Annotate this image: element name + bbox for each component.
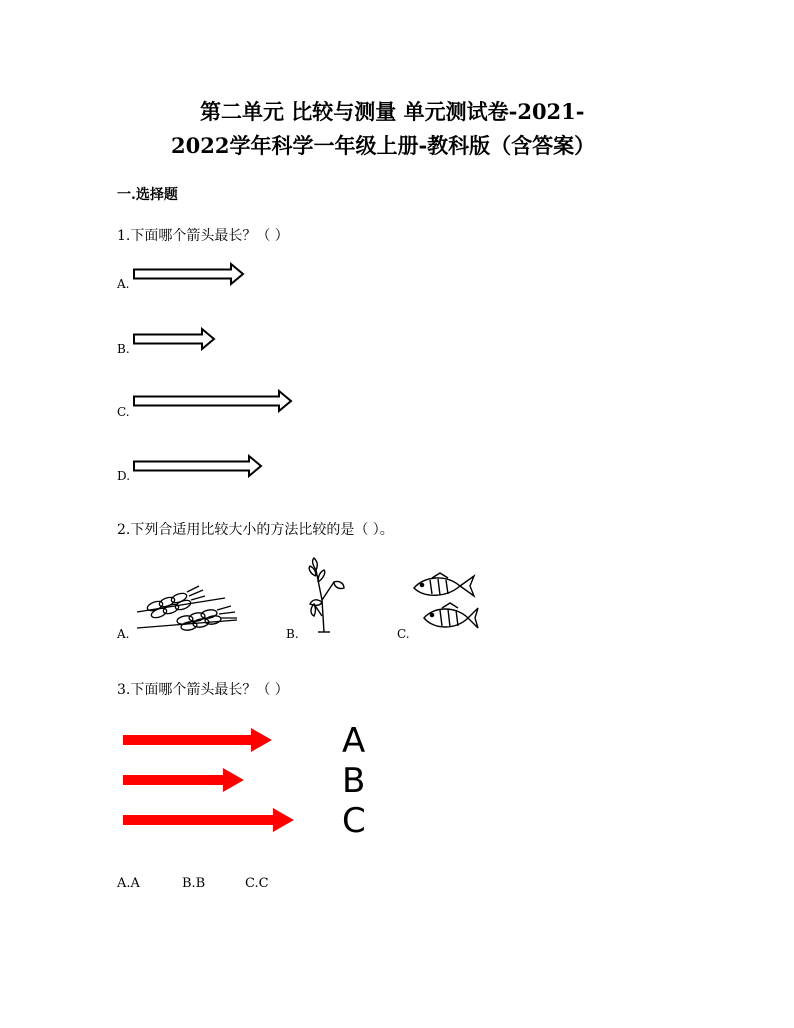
q3-answer-b: B.B	[182, 876, 206, 891]
two-fish-image	[410, 570, 480, 638]
wheat-ears-image	[133, 580, 241, 630]
question-2-text: 2.下列合适用比较大小的方法比较的是（ ）。	[117, 522, 394, 538]
q3-arrow-c	[123, 807, 295, 833]
q1-option-c-arrow	[133, 390, 293, 412]
q3-arrow-b	[123, 767, 245, 793]
q3-arrow-label-b: B	[342, 761, 366, 801]
q1-option-d-label: D.	[117, 469, 131, 483]
q3-arrow-label-c: C	[342, 801, 366, 841]
q3-arrow-a	[123, 727, 273, 753]
q1-option-d-arrow	[133, 455, 263, 477]
q2-option-c-label: C.	[397, 627, 410, 641]
q3-answer-a: A.A	[117, 876, 140, 891]
q3-answer-c: C.C	[245, 876, 269, 891]
plant-sprig-image	[298, 558, 350, 634]
section-heading: 一.选择题	[117, 187, 178, 203]
q2-option-b-label: B.	[286, 627, 299, 641]
q1-option-c-label: C.	[117, 405, 130, 419]
question-3-text: 3.下面哪个箭头最长？（ ）	[117, 682, 289, 698]
q2-option-a-label: A.	[117, 627, 130, 641]
q1-option-b-arrow	[133, 328, 216, 350]
page-title-line-2: 2022学年科学一年级上册-教科版（含答案）	[171, 133, 596, 158]
q3-arrow-label-a: A	[342, 721, 366, 761]
q1-option-a-label: A.	[117, 277, 130, 291]
q1-option-b-label: B.	[117, 342, 130, 356]
question-1-text: 1.下面哪个箭头最长？（ ）	[117, 228, 289, 244]
page-title-line-1: 第二单元 比较与测量 单元测试卷-2021-	[200, 99, 585, 124]
q1-option-a-arrow	[133, 263, 245, 285]
